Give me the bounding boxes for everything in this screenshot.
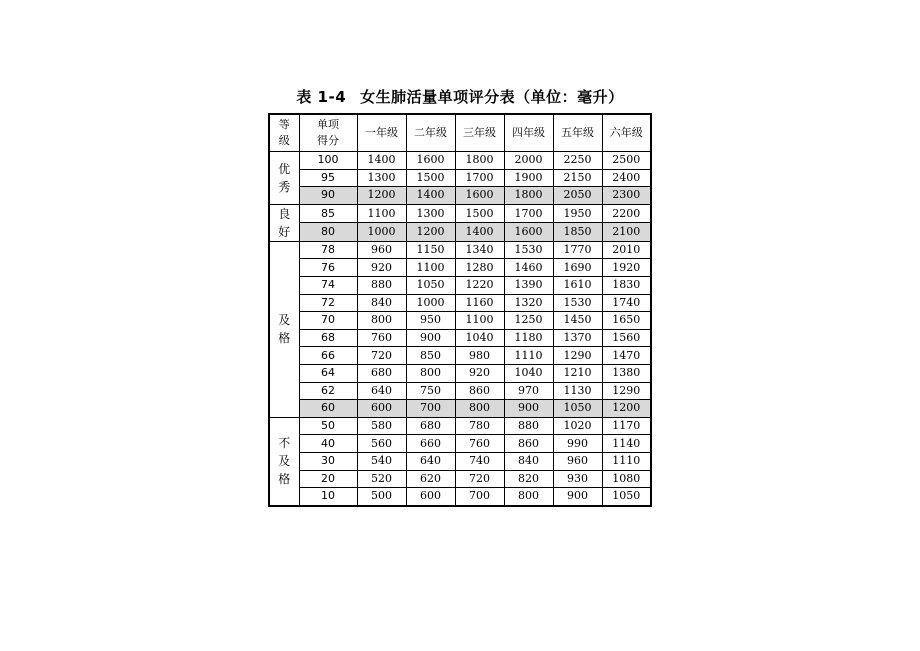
grade-cell: [269, 417, 299, 505]
value-cell: 1100: [406, 259, 455, 277]
table-row: [269, 187, 651, 205]
table-row: [269, 204, 651, 223]
value-cell: 680: [406, 417, 455, 435]
score-cell: 100: [299, 152, 357, 170]
value-cell: 990: [553, 435, 602, 453]
value-cell: 880: [504, 417, 553, 435]
score-cell: 20: [299, 470, 357, 488]
value-cell: 1280: [455, 259, 504, 277]
value-cell: 1340: [455, 241, 504, 259]
table-row: [269, 259, 651, 277]
value-cell: 1290: [553, 347, 602, 365]
grade-cell: [269, 241, 299, 417]
score-cell: 50: [299, 417, 357, 435]
value-cell: 1740: [602, 294, 651, 312]
value-cell: 620: [406, 470, 455, 488]
table-row: [269, 400, 651, 418]
score-cell: 78: [299, 241, 357, 259]
grade-char: 及: [278, 313, 291, 328]
value-cell: 1920: [602, 259, 651, 277]
grade-cell: [269, 204, 299, 241]
value-cell: 1530: [504, 241, 553, 259]
value-cell: 500: [357, 488, 406, 506]
value-cell: 580: [357, 417, 406, 435]
table-row: [269, 452, 651, 470]
year-header: 四年级: [504, 114, 553, 152]
score-cell: 80: [299, 223, 357, 242]
value-cell: 1170: [602, 417, 651, 435]
score-header-top: 单项: [317, 118, 339, 131]
value-cell: 1200: [357, 187, 406, 205]
score-cell: 40: [299, 435, 357, 453]
grade-char: 好: [278, 224, 291, 239]
value-cell: 760: [455, 435, 504, 453]
value-cell: 2150: [553, 169, 602, 187]
value-cell: 1110: [602, 452, 651, 470]
value-cell: 900: [504, 400, 553, 418]
value-cell: 700: [406, 400, 455, 418]
value-cell: 540: [357, 452, 406, 470]
score-cell: 85: [299, 204, 357, 223]
score-cell: 70: [299, 312, 357, 330]
value-cell: 1500: [455, 204, 504, 223]
value-cell: 1500: [406, 169, 455, 187]
value-cell: 1700: [504, 204, 553, 223]
table-row: [269, 364, 651, 382]
value-cell: 850: [406, 347, 455, 365]
value-cell: 920: [455, 364, 504, 382]
value-cell: 1400: [357, 152, 406, 170]
value-cell: 1210: [553, 364, 602, 382]
value-cell: 740: [455, 452, 504, 470]
value-cell: 1850: [553, 223, 602, 242]
value-cell: 600: [406, 488, 455, 506]
value-cell: 2300: [602, 187, 651, 205]
value-cell: 1600: [504, 223, 553, 242]
value-cell: 640: [406, 452, 455, 470]
table-caption: 女生肺活量单项评分表（单位：毫升）: [360, 88, 624, 106]
grade-header-bottom: 级: [278, 134, 290, 147]
value-cell: 1250: [504, 312, 553, 330]
value-cell: 1600: [406, 152, 455, 170]
value-cell: 880: [357, 276, 406, 294]
score-cell: 95: [299, 169, 357, 187]
value-cell: 660: [406, 435, 455, 453]
value-cell: 750: [406, 382, 455, 400]
table-row: [269, 347, 651, 365]
grade-char: 及: [278, 454, 291, 469]
value-cell: 680: [357, 364, 406, 382]
score-header-bottom: 得分: [317, 134, 339, 147]
value-cell: 1200: [406, 223, 455, 242]
table-row: [269, 312, 651, 330]
score-cell: 30: [299, 452, 357, 470]
value-cell: 1300: [406, 204, 455, 223]
table-row: [269, 382, 651, 400]
value-cell: 2100: [602, 223, 651, 242]
value-cell: 920: [357, 259, 406, 277]
value-cell: 1020: [553, 417, 602, 435]
value-cell: 1200: [602, 400, 651, 418]
value-cell: 1220: [455, 276, 504, 294]
header-row: [269, 114, 651, 152]
value-cell: 1370: [553, 329, 602, 347]
value-cell: 1160: [455, 294, 504, 312]
value-cell: 1150: [406, 241, 455, 259]
value-cell: 820: [504, 470, 553, 488]
value-cell: 2400: [602, 169, 651, 187]
score-cell: 90: [299, 187, 357, 205]
value-cell: 1460: [504, 259, 553, 277]
value-cell: 1100: [455, 312, 504, 330]
value-cell: 1610: [553, 276, 602, 294]
value-cell: 1400: [406, 187, 455, 205]
value-cell: 1950: [553, 204, 602, 223]
table-row: [269, 488, 651, 506]
value-cell: 840: [504, 452, 553, 470]
value-cell: 1450: [553, 312, 602, 330]
score-header: [299, 114, 357, 152]
value-cell: 600: [357, 400, 406, 418]
value-cell: 1180: [504, 329, 553, 347]
value-cell: 2050: [553, 187, 602, 205]
value-cell: 1050: [602, 488, 651, 506]
year-header: 六年级: [602, 114, 651, 152]
grade-header-top: 等: [278, 118, 290, 131]
table-row: [269, 470, 651, 488]
value-cell: 1100: [357, 204, 406, 223]
table-row: [269, 417, 651, 435]
value-cell: 1770: [553, 241, 602, 259]
value-cell: 1040: [504, 364, 553, 382]
value-cell: 1830: [602, 276, 651, 294]
value-cell: 700: [455, 488, 504, 506]
value-cell: 1080: [602, 470, 651, 488]
value-cell: 1470: [602, 347, 651, 365]
value-cell: 2200: [602, 204, 651, 223]
value-cell: 800: [504, 488, 553, 506]
table-row: [269, 294, 651, 312]
grade-char: 不: [278, 436, 291, 451]
table-row: [269, 435, 651, 453]
score-cell: 10: [299, 488, 357, 506]
value-cell: 1050: [553, 400, 602, 418]
value-cell: 900: [553, 488, 602, 506]
score-cell: 66: [299, 347, 357, 365]
value-cell: 1320: [504, 294, 553, 312]
value-cell: 950: [406, 312, 455, 330]
value-cell: 1400: [455, 223, 504, 242]
value-cell: 1000: [357, 223, 406, 242]
year-header: 五年级: [553, 114, 602, 152]
table-number: 表 1-4: [296, 88, 347, 106]
value-cell: 1800: [504, 187, 553, 205]
score-cell: 72: [299, 294, 357, 312]
table-body: [269, 152, 651, 506]
score-cell: 64: [299, 364, 357, 382]
grade-char: 秀: [278, 179, 291, 194]
value-cell: 1700: [455, 169, 504, 187]
score-cell: 60: [299, 400, 357, 418]
value-cell: 970: [504, 382, 553, 400]
table-row: [269, 276, 651, 294]
value-cell: 1390: [504, 276, 553, 294]
value-cell: 720: [357, 347, 406, 365]
value-cell: 520: [357, 470, 406, 488]
value-cell: 930: [553, 470, 602, 488]
value-cell: 1530: [553, 294, 602, 312]
table-row: [269, 241, 651, 259]
value-cell: 1290: [602, 382, 651, 400]
value-cell: 1000: [406, 294, 455, 312]
value-cell: 1040: [455, 329, 504, 347]
value-cell: 760: [357, 329, 406, 347]
grade-char: 格: [278, 331, 291, 346]
value-cell: 1140: [602, 435, 651, 453]
table-row: [269, 223, 651, 242]
value-cell: 1900: [504, 169, 553, 187]
value-cell: 2500: [602, 152, 651, 170]
value-cell: 560: [357, 435, 406, 453]
score-cell: 62: [299, 382, 357, 400]
value-cell: 1560: [602, 329, 651, 347]
grade-header: [269, 114, 299, 152]
score-cell: 68: [299, 329, 357, 347]
value-cell: 640: [357, 382, 406, 400]
value-cell: 1380: [602, 364, 651, 382]
table-row: [269, 152, 651, 170]
value-cell: 2010: [602, 241, 651, 259]
grade-char: 格: [278, 472, 291, 487]
value-cell: 2000: [504, 152, 553, 170]
value-cell: 1600: [455, 187, 504, 205]
value-cell: 960: [553, 452, 602, 470]
table-row: [269, 169, 651, 187]
value-cell: 800: [455, 400, 504, 418]
value-cell: 1690: [553, 259, 602, 277]
value-cell: 1110: [504, 347, 553, 365]
value-cell: 800: [357, 312, 406, 330]
scoring-table: [268, 113, 652, 507]
value-cell: 1300: [357, 169, 406, 187]
year-header: 二年级: [406, 114, 455, 152]
score-cell: 76: [299, 259, 357, 277]
value-cell: 1800: [455, 152, 504, 170]
value-cell: 860: [455, 382, 504, 400]
table-title: [268, 86, 652, 107]
value-cell: 860: [504, 435, 553, 453]
value-cell: 1130: [553, 382, 602, 400]
value-cell: 840: [357, 294, 406, 312]
value-cell: 900: [406, 329, 455, 347]
grade-char: 良: [278, 206, 291, 221]
value-cell: 2250: [553, 152, 602, 170]
value-cell: 980: [455, 347, 504, 365]
year-header: 一年级: [357, 114, 406, 152]
value-cell: 1050: [406, 276, 455, 294]
year-header: 三年级: [455, 114, 504, 152]
value-cell: 720: [455, 470, 504, 488]
grade-cell: [269, 152, 299, 205]
value-cell: 960: [357, 241, 406, 259]
score-cell: 74: [299, 276, 357, 294]
value-cell: 800: [406, 364, 455, 382]
table-row: [269, 329, 651, 347]
value-cell: 780: [455, 417, 504, 435]
value-cell: 1650: [602, 312, 651, 330]
grade-char: 优: [278, 161, 291, 176]
